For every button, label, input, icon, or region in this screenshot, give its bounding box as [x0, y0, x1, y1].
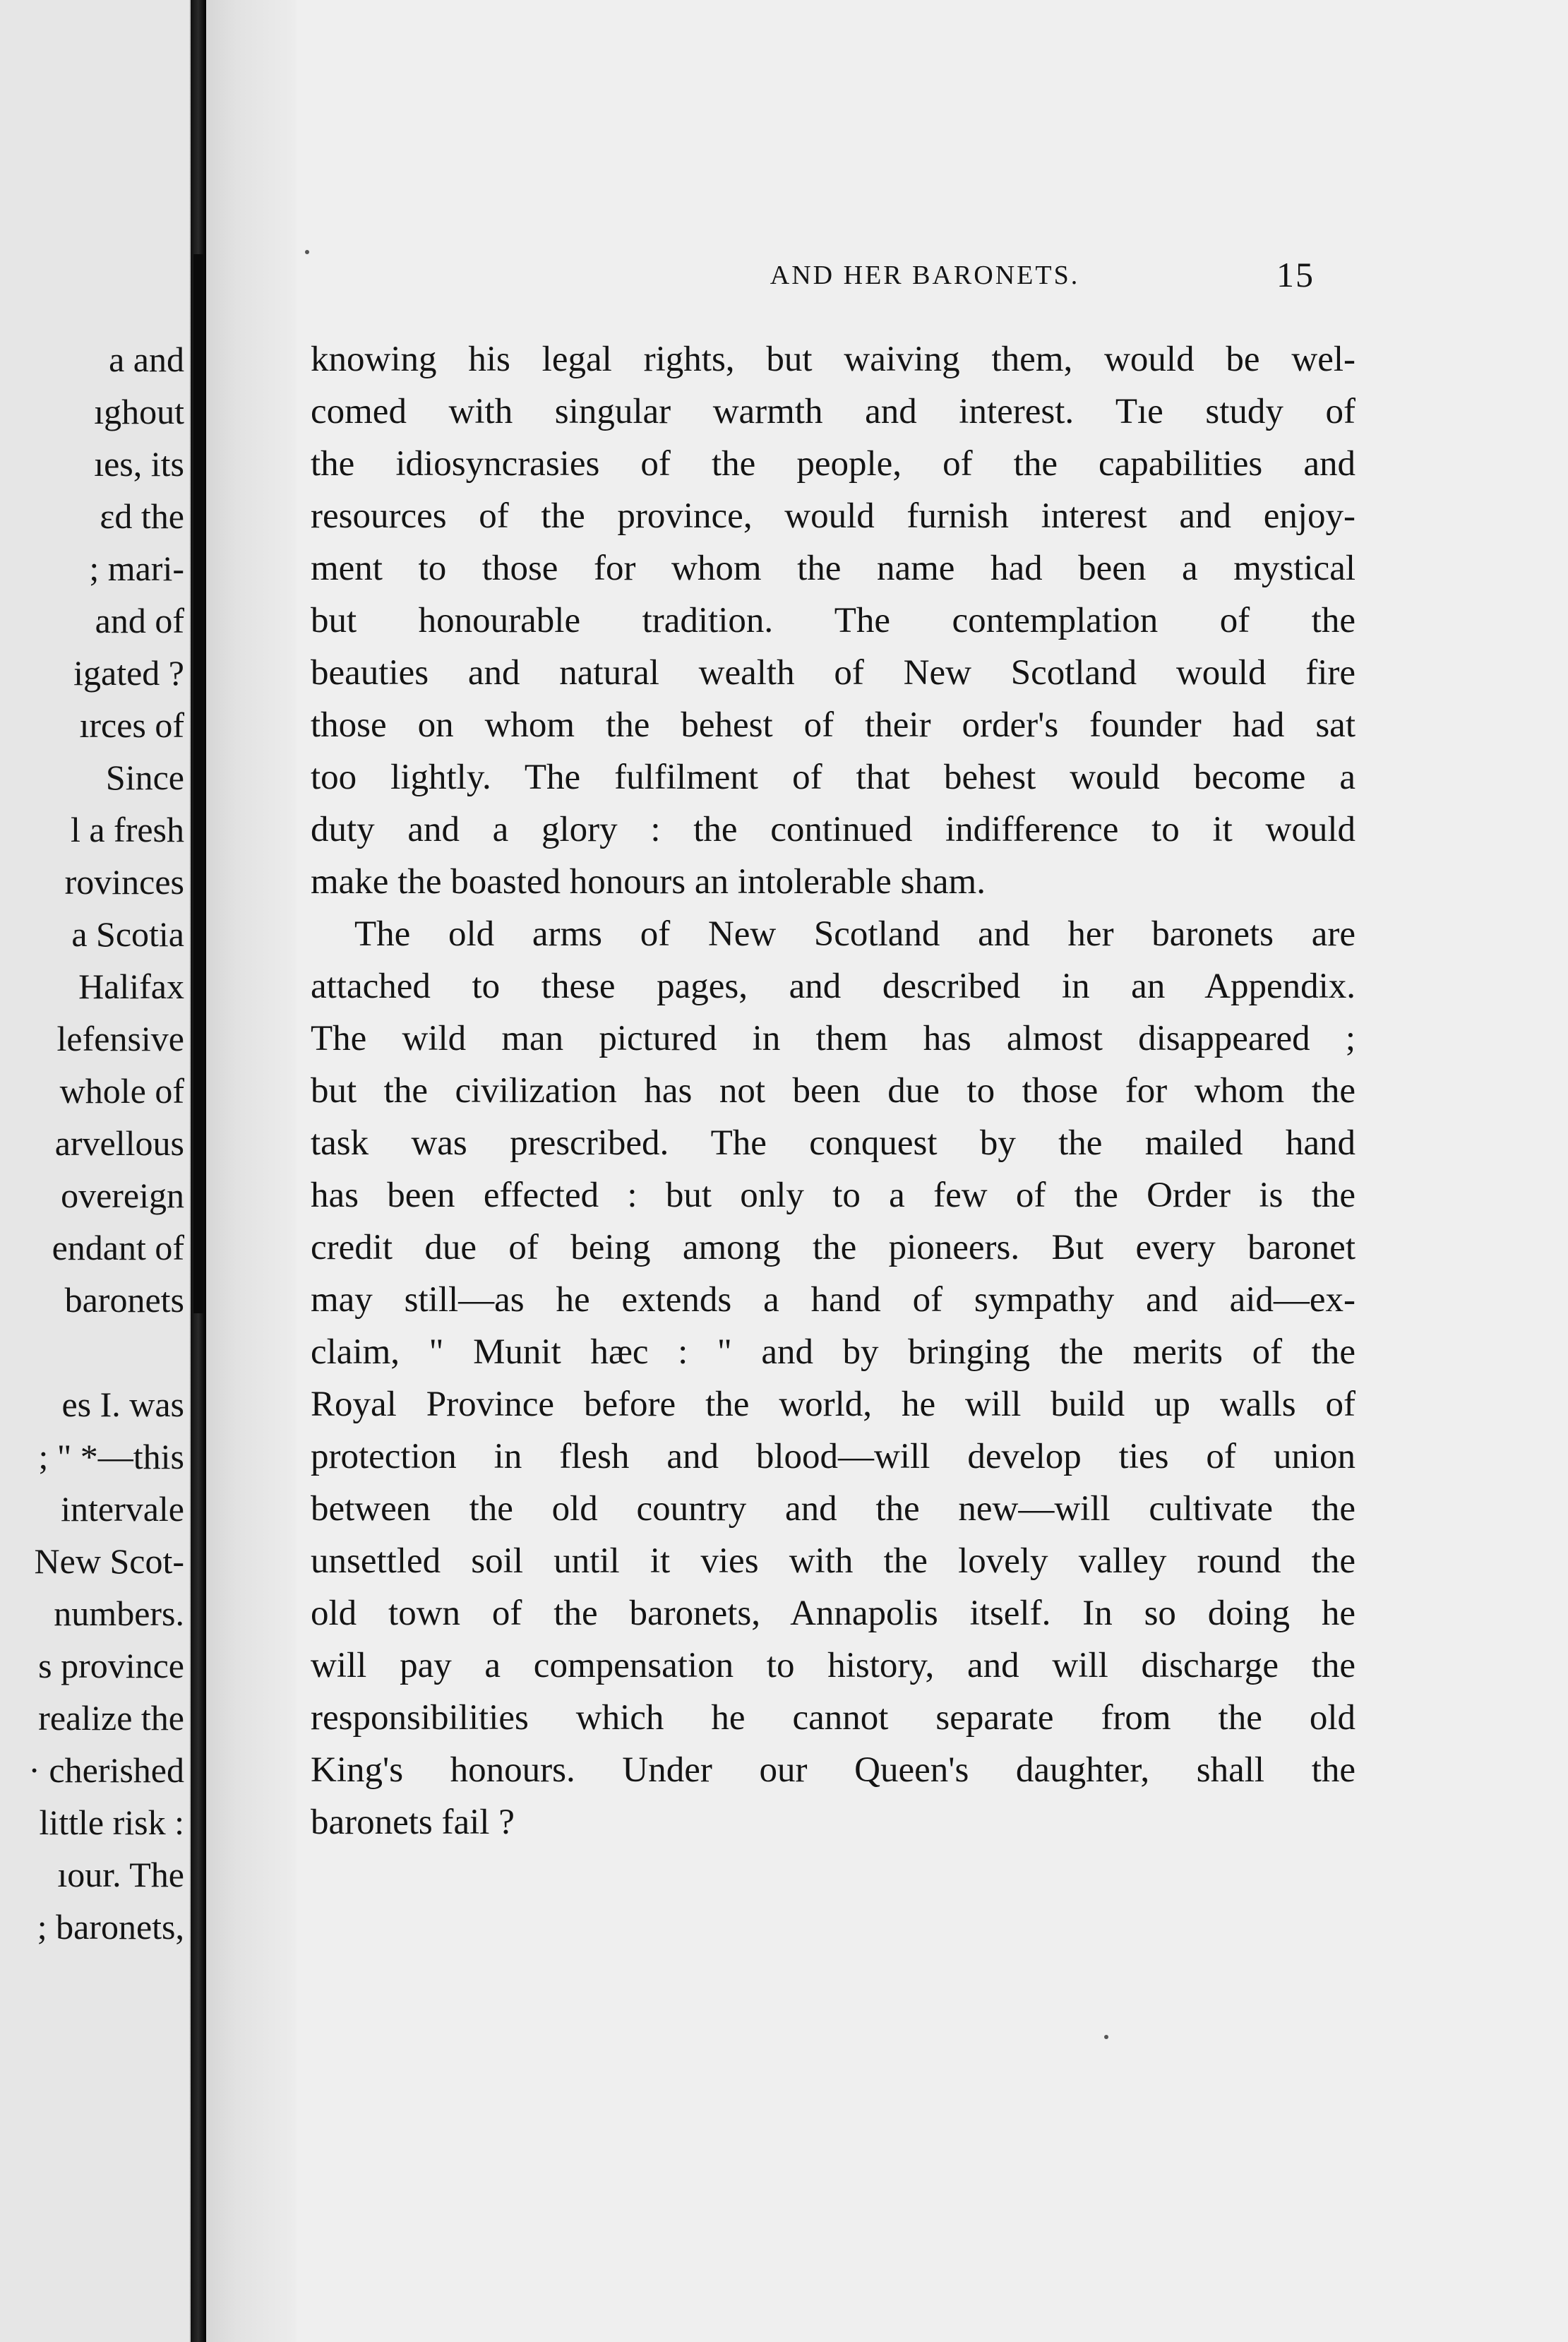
left-page-line: l a fresh	[70, 810, 184, 849]
left-page-line: lefensive	[56, 1019, 184, 1058]
text-line: those on whom the behest of their order's founder had sat	[311, 705, 1355, 745]
text-line: resources of the province, would furnish interest and enjoy-	[311, 496, 1355, 536]
paragraph	[311, 333, 1355, 908]
left-page-line: endant of	[52, 1228, 184, 1267]
left-page-line: a Scotia	[71, 914, 184, 954]
left-page-line: ırces of	[79, 705, 184, 745]
left-page-line: intervale	[61, 1489, 184, 1529]
left-page-line: s province	[38, 1646, 184, 1685]
book-gutter	[189, 0, 295, 2342]
left-page-line: ; mari-	[89, 549, 184, 588]
binding-edge-dark	[193, 254, 203, 1313]
text-line: old town of the baronets, Annapolis itself. In so doing he	[311, 1594, 1355, 1633]
text-line: too lightly. The fulfilment of that behest would become a	[311, 758, 1355, 797]
text-line: protection in flesh and blood—will develop ties of union	[311, 1437, 1355, 1476]
text-line: baronets fail ?	[311, 1803, 515, 1842]
left-page-line: igated ?	[73, 653, 184, 693]
text-line: the idiosyncrasies of the people, of the capabilities and	[311, 444, 1355, 484]
left-page-line: ıes, its	[94, 444, 184, 484]
left-page-line: overeign	[61, 1176, 184, 1215]
right-page	[297, 0, 1568, 2342]
text-line: The old arms of New Scotland and her baronets are	[354, 914, 1355, 954]
left-page-line: and of	[95, 601, 184, 640]
left-page-line: little risk :	[39, 1803, 184, 1842]
text-line: attached to these pages, and described in an Appendix.	[311, 967, 1355, 1006]
left-page-line: arvellous	[54, 1123, 184, 1163]
left-page-line: a and	[109, 340, 184, 379]
left-facing-page	[0, 0, 201, 2342]
body-text	[311, 333, 1355, 1848]
text-line: comed with singular warmth and interest. Tıe study of	[311, 392, 1355, 431]
text-line: task was prescribed. The conquest by the mailed hand	[311, 1123, 1355, 1163]
text-line: but honourable tradition. The contemplation of the	[311, 601, 1355, 640]
text-line: has been effected : but only to a few of the Order is the	[311, 1176, 1355, 1215]
text-line: between the old country and the new—will cultivate the	[311, 1489, 1355, 1529]
text-line: beauties and natural wealth of New Scotland would fire	[311, 653, 1355, 693]
paper-speck	[1104, 2035, 1108, 2039]
text-line: responsibilities which he cannot separate from the old	[311, 1698, 1355, 1738]
left-page-line: Halifax	[78, 967, 184, 1006]
left-page-line: whole of	[59, 1071, 184, 1111]
text-line: credit due of being among the pioneers. But every baronet	[311, 1228, 1355, 1267]
left-page-line: es I. was	[61, 1385, 184, 1424]
left-page-line: Since	[105, 758, 184, 797]
text-line: unsettled soil until it vies with the lovely valley round the	[311, 1541, 1355, 1581]
text-line: Royal Province before the world, he will build up walls of	[311, 1385, 1355, 1424]
left-page-line: ; " *—this	[38, 1437, 184, 1476]
text-line: duty and a glory : the continued indifference to it would	[311, 810, 1355, 849]
text-line: King's honours. Under our Queen's daughter, shall the	[311, 1750, 1355, 1790]
left-page-line: numbers.	[54, 1594, 184, 1633]
text-line: knowing his legal rights, but waiving them, would be wel-	[311, 340, 1355, 379]
page-number: 15	[1276, 255, 1315, 294]
left-page-line: · cherished	[28, 1750, 184, 1790]
text-line: The wild man pictured in them has almost disappeared ;	[311, 1019, 1355, 1058]
text-line: claim, " Munit hæc : " and by bringing the merits of the	[311, 1332, 1355, 1372]
left-page-line: baronets	[64, 1280, 184, 1320]
left-page-line: rovinces	[64, 862, 184, 902]
left-page-line: ; baronets,	[37, 1907, 184, 1947]
text-line: ment to those for whom the name had been a mystical	[311, 549, 1355, 588]
text-line: may still—as he extends a hand of sympathy and aid—ex-	[311, 1280, 1355, 1320]
running-head: AND HER BARONETS.	[770, 261, 1080, 290]
left-page-line: ɛd the	[100, 496, 184, 536]
left-page-line: ıghout	[94, 392, 184, 431]
text-line: make the boasted honours an intolerable sham.	[311, 862, 986, 902]
left-page-line: realize the	[38, 1698, 184, 1738]
paragraph	[311, 908, 1355, 1848]
text-line: but the civilization has not been due to those for whom the	[311, 1071, 1355, 1111]
left-page-line: ıour. The	[57, 1855, 184, 1894]
paper-speck	[305, 250, 309, 254]
text-line: will pay a compensation to history, and will discharge the	[311, 1646, 1355, 1685]
left-page-line: New Scot-	[34, 1541, 184, 1581]
